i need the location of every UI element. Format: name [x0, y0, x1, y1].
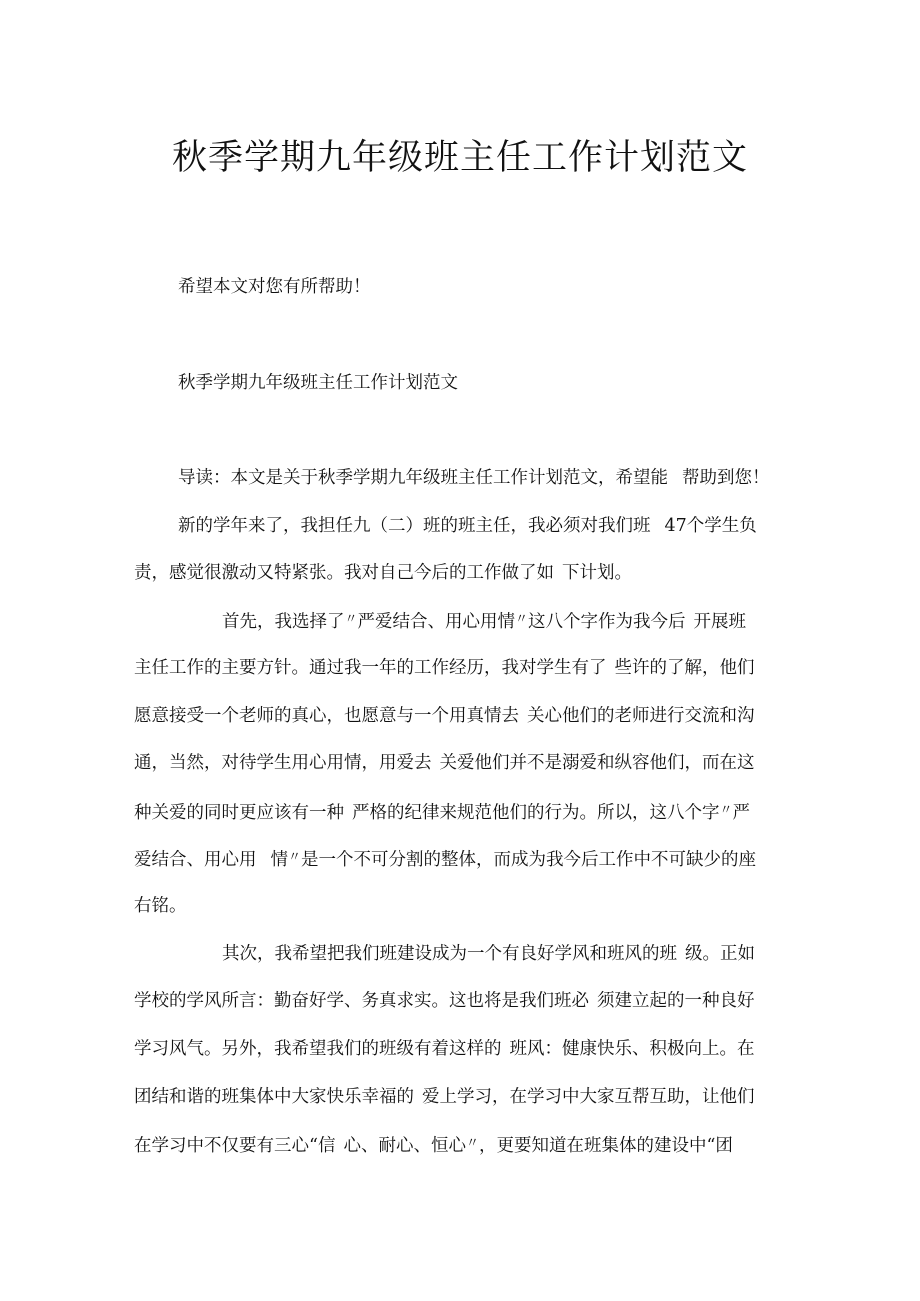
para3-line1 — [222, 943, 755, 965]
para3-text: 团结和谐的班集体中大家快乐幸福的 — [134, 1087, 414, 1107]
para2-text: 首先，我选择了 — [222, 612, 345, 632]
para2-text: 右铭。 — [134, 896, 187, 916]
para2-text: 主任工作的主要方针。通过我一年的工作经历，我对学生有了 — [134, 658, 607, 678]
subtitle-line — [178, 372, 458, 394]
ditto-mark: 〃 — [288, 850, 302, 865]
para3-text: 班风：健康快乐、积极向上。在 — [509, 1039, 755, 1059]
ditto-mark: 〃 — [344, 612, 358, 627]
para2-text: 是一个不可分割的整体，而成为我今后工作中不可缺少的座 — [301, 850, 757, 870]
para2-text: 开展班 — [693, 612, 747, 632]
intro-line — [178, 467, 770, 489]
para3-line4 — [134, 1086, 755, 1108]
document-title: 秋季学期九年级班主任工作计划范文 — [171, 138, 748, 178]
para3-text: ，更要知道在班集体的建设中“团 — [478, 1136, 733, 1156]
para2-text: 些许的了解，他们 — [614, 658, 755, 678]
para2-text: 严格的纪律来规范他们的行为。所以，这八个字 — [352, 803, 720, 823]
para3-text: 学习风气。另外，我希望我们的班级有着这样的 — [134, 1039, 502, 1059]
para2-line7 — [134, 895, 187, 917]
para2-text: 爱结合、用心用 — [134, 850, 257, 870]
para2-text: 严爱结合、用心用情 — [357, 612, 516, 632]
para2-line1 — [222, 609, 746, 633]
para2-text: 情 — [270, 850, 288, 870]
para1-line1 — [178, 515, 757, 537]
para1-text: 责，感觉很激动又特紧张。我对自己今后的工作做了如 — [134, 563, 554, 583]
ditto-mark: 〃 — [465, 1136, 479, 1151]
intro-text-a: 导读：本文是关于秋季学期九年级班主任工作计划范文，希望能 — [178, 468, 668, 488]
para1-text: 下计划。 — [562, 563, 632, 583]
para2-text: 关心他们的老师进行交流和沟 — [527, 706, 755, 726]
para1-text: 新的学年来了，我担任九（二）班的班主任，我必须对我们班 — [178, 516, 651, 536]
para3-text: 在学习中不仅要有三心“信 — [134, 1136, 336, 1156]
para2-text: 这八个字作为我今后 — [528, 612, 686, 632]
para2-text: 通，当然，对待学生用心用情，用爱去 — [134, 753, 432, 773]
para2-line6 — [134, 847, 756, 871]
ditto-mark: 〃 — [515, 612, 529, 627]
ditto-mark: 〃 — [719, 803, 733, 818]
para3-text: 其次，我希望把我们班建设成为一个有良好学风和班风的班 — [222, 944, 677, 964]
para2-line3 — [134, 705, 755, 727]
intro-text-b: 帮助到您！ — [682, 468, 770, 488]
para1-line2 — [134, 562, 632, 584]
para3-text: 爱上学习，在学习中大家互帮互助，让他们 — [422, 1087, 755, 1107]
para1-text: 47个学生负 — [664, 516, 757, 536]
para3-line2 — [134, 990, 755, 1012]
para3-text: 须建立起的一种良好 — [597, 991, 755, 1011]
para2-text: 关爱他们并不是溺爱和纵容他们，而在这 — [439, 753, 755, 773]
para3-line5 — [134, 1133, 733, 1157]
para2-line5 — [134, 800, 750, 824]
para2-text: 严 — [732, 803, 751, 823]
para2-text: 愿意接受一个老师的真心，也愿意与一个用真情去 — [134, 706, 519, 726]
greeting-text: 希望本文对您有所帮助！ — [178, 277, 371, 297]
para3-line3 — [134, 1038, 755, 1060]
para3-text: 学校的学风所言：勤奋好学、务真求实。这也将是我们班必 — [134, 991, 589, 1011]
greeting-line — [178, 276, 371, 298]
para3-text: 级。正如 — [685, 944, 755, 964]
para3-text: 心、耐心、恒心 — [343, 1136, 466, 1156]
para2-line4 — [134, 752, 755, 774]
subtitle-text: 秋季学期九年级班主任工作计划范文 — [178, 373, 458, 393]
para2-line2 — [134, 657, 755, 679]
para2-text: 种关爱的同时更应该有一种 — [134, 803, 344, 823]
